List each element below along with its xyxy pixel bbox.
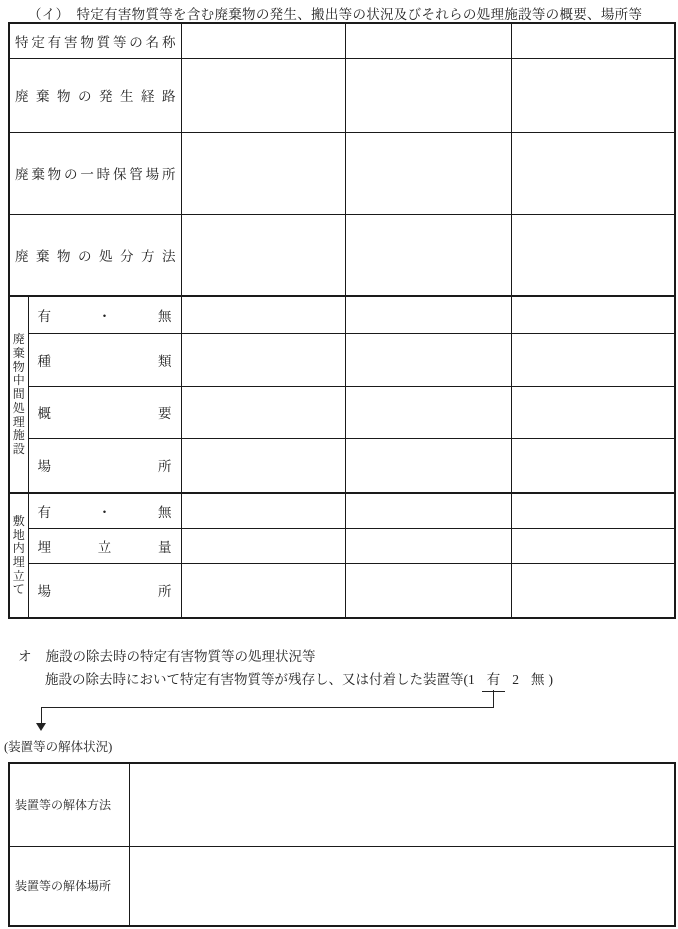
- sub-label-presence: 有 ・ 無: [37, 308, 172, 324]
- item-o-title: 施設の除去時の特定有害物質等の処理状況等: [45, 649, 316, 664]
- sub-label-location: 場 所: [37, 584, 172, 600]
- section-header-cell: [9, 493, 28, 618]
- empty-cell: [511, 296, 675, 333]
- empty-cell: [129, 763, 675, 846]
- item-o-body: 施設の除去時において特定有害物質等が残存し、又は付着した装置等: [45, 672, 464, 687]
- empty-cell: [511, 438, 675, 493]
- section-header-cell: [9, 296, 28, 493]
- sub-label-cell: [28, 296, 181, 333]
- table-row: [9, 528, 675, 563]
- table-row: [9, 438, 675, 493]
- empty-cell: [181, 58, 345, 132]
- sub-label-cell: [28, 438, 181, 493]
- table-row: [9, 386, 675, 438]
- sub-label-cell: [28, 563, 181, 618]
- empty-cell: [181, 563, 345, 618]
- empty-cell: [129, 846, 675, 926]
- row-label-dismantling-location: 装置等の解体場所: [9, 846, 129, 926]
- empty-cell: [511, 493, 675, 528]
- empty-cell: [345, 528, 511, 563]
- table-row: [9, 296, 675, 333]
- item-o-body-line: [45, 668, 553, 688]
- empty-cell: [181, 132, 345, 214]
- empty-cell: [345, 132, 511, 214]
- item-o-heading: [18, 645, 316, 665]
- empty-cell: [181, 438, 345, 493]
- section-i-heading: （イ） 特定有害物質等を含む廃棄物の発生、搬出等の状況及びそれらの処理施設等の概要、場所等: [28, 7, 643, 22]
- table-row: [9, 132, 675, 214]
- empty-cell: [511, 23, 675, 58]
- empty-cell: [181, 528, 345, 563]
- choice-open: (1: [463, 672, 475, 687]
- row-label-cell: [9, 23, 181, 58]
- empty-cell: [345, 214, 511, 296]
- row-label-cell: [9, 58, 181, 132]
- sub-label-cell: [28, 333, 181, 386]
- empty-cell: [181, 214, 345, 296]
- sub-label-type: 種 類: [37, 353, 172, 369]
- sub-label-cell: [28, 493, 181, 528]
- table-row: [9, 214, 675, 296]
- empty-cell: [511, 386, 675, 438]
- empty-cell: [511, 563, 675, 618]
- row-label-substance-name: 特 定 有 害 物 質 等 の 名 称: [15, 34, 176, 50]
- table-row: [9, 846, 675, 926]
- empty-cell: [345, 386, 511, 438]
- choice-num-2: 2: [512, 672, 519, 687]
- table-row: [9, 563, 675, 618]
- sub-label-presence: 有 ・ 無: [37, 504, 172, 520]
- empty-cell: [181, 493, 345, 528]
- empty-cell: [511, 58, 675, 132]
- hazardous-waste-table: [8, 22, 676, 619]
- row-label-cell: [9, 132, 181, 214]
- empty-cell: [345, 333, 511, 386]
- empty-cell: [181, 333, 345, 386]
- table-row: [9, 58, 675, 132]
- empty-cell: [345, 563, 511, 618]
- empty-cell: [345, 296, 511, 333]
- table-row: [9, 493, 675, 528]
- empty-cell: [511, 528, 675, 563]
- empty-cell: [511, 333, 675, 386]
- empty-cell: [181, 296, 345, 333]
- dismantling-status-caption: (装置等の解体状況): [4, 740, 113, 754]
- empty-cell: [511, 214, 675, 296]
- section-header-intermediate-treatment: 廃 棄 物 中 間 処 理 施 設: [12, 332, 25, 457]
- row-label-dismantling-method: 装置等の解体方法: [9, 763, 129, 846]
- down-arrow-connector: [41, 707, 494, 728]
- row-label-cell: [9, 214, 181, 296]
- choice-close: ): [548, 672, 553, 687]
- empty-cell: [181, 23, 345, 58]
- choice-yes-wrapper: [487, 668, 501, 688]
- empty-cell: [345, 493, 511, 528]
- empty-cell: [345, 438, 511, 493]
- sub-label-cell: [28, 528, 181, 563]
- choice-yes: 有: [486, 672, 501, 687]
- table-row: [9, 763, 675, 846]
- sub-label-cell: [28, 386, 181, 438]
- sub-label-landfill-amount: 埋 立 量: [37, 539, 172, 555]
- choice-no: 無: [531, 672, 545, 687]
- sub-label-location: 場 所: [37, 459, 172, 475]
- row-label-disposal-method: 廃 棄 物 の 処 分 方 法: [15, 248, 176, 264]
- section-header-onsite-landfill: 敷 地 内 埋 立 て: [12, 513, 25, 597]
- row-label-temporary-storage: 廃 棄 物 の 一 時 保 管 場 所: [15, 167, 176, 182]
- table-row: [9, 333, 675, 386]
- empty-cell: [181, 386, 345, 438]
- empty-cell: [511, 132, 675, 214]
- table-row: [9, 23, 675, 58]
- row-label-generation-route: 廃 棄 物 の 発 生 経 路: [15, 89, 176, 104]
- dismantling-table: [8, 762, 676, 927]
- sub-label-outline: 概 要: [37, 406, 172, 421]
- item-o-marker: オ: [18, 649, 32, 664]
- empty-cell: [345, 23, 511, 58]
- empty-cell: [345, 58, 511, 132]
